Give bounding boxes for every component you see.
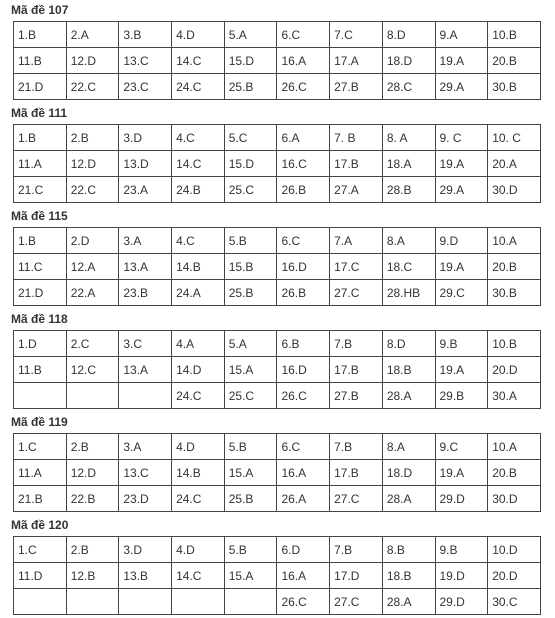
answer-cell: 28.A <box>382 486 435 512</box>
answer-cell: 21.B <box>14 486 67 512</box>
answer-cell: 29.C <box>435 280 488 306</box>
answer-cell: 4.A <box>172 331 225 357</box>
table-row <box>14 589 541 615</box>
answer-cell: 17.B <box>330 357 383 383</box>
answer-cell: 5.B <box>224 537 277 563</box>
answer-cell: 11.A <box>14 460 67 486</box>
answer-cell: 3.A <box>119 228 172 254</box>
answer-cell: 8.A <box>382 434 435 460</box>
answer-cell: 13.D <box>119 151 172 177</box>
answer-cell: 7.B <box>330 434 383 460</box>
answer-cell: 13.A <box>119 357 172 383</box>
answer-cell: 17.B <box>330 151 383 177</box>
answer-cell: 30.B <box>488 74 541 100</box>
answer-cell: 1.C <box>14 434 67 460</box>
answer-cell: 22.A <box>66 280 119 306</box>
answer-cell: 28.A <box>382 589 435 615</box>
section-title: Mã đề 120 <box>11 518 69 532</box>
answer-cell: 17.C <box>330 254 383 280</box>
table-row <box>14 460 541 486</box>
answer-cell: 18.B <box>382 357 435 383</box>
answer-cell: 25.B <box>224 74 277 100</box>
section-title: Mã đề 118 <box>11 312 68 326</box>
answer-cell: 8.D <box>382 22 435 48</box>
answer-cell: 2.A <box>66 22 119 48</box>
answer-cell: 15.D <box>224 151 277 177</box>
answer-cell: 2.B <box>66 125 119 151</box>
answer-cell: 22.B <box>66 486 119 512</box>
answer-cell: 20.D <box>488 563 541 589</box>
answer-cell: 19.D <box>435 563 488 589</box>
answer-cell: 24.C <box>172 383 225 409</box>
answer-cell: 29.A <box>435 177 488 203</box>
answer-cell <box>66 383 119 409</box>
answer-cell: 16.A <box>277 460 330 486</box>
answer-cell: 10. C <box>488 125 541 151</box>
answer-cell: 13.C <box>119 48 172 74</box>
table-row <box>14 331 541 357</box>
answer-cell: 27.B <box>330 74 383 100</box>
answer-cell: 16.A <box>277 48 330 74</box>
answer-cell: 10.B <box>488 22 541 48</box>
answer-cell: 20.B <box>488 460 541 486</box>
answer-cell: 27.C <box>330 280 383 306</box>
answer-cell: 7.C <box>330 22 383 48</box>
answer-cell: 10.A <box>488 228 541 254</box>
answer-cell: 19.A <box>435 357 488 383</box>
answer-cell: 5.B <box>224 228 277 254</box>
answer-cell: 17.D <box>330 563 383 589</box>
answer-cell: 28.A <box>382 383 435 409</box>
answer-cell: 17.A <box>330 48 383 74</box>
answer-cell <box>119 589 172 615</box>
answer-cell: 3.C <box>119 331 172 357</box>
answer-cell: 9.B <box>435 537 488 563</box>
answer-cell: 11.B <box>14 48 67 74</box>
answer-cell: 6.C <box>277 228 330 254</box>
answer-cell: 8.B <box>382 537 435 563</box>
answer-section <box>0 412 555 512</box>
answer-cell: 9. C <box>435 125 488 151</box>
answer-cell: 12.B <box>66 563 119 589</box>
answer-cell: 19.A <box>435 48 488 74</box>
answer-cell: 29.D <box>435 589 488 615</box>
table-row <box>14 74 541 100</box>
answer-cell: 8. A <box>382 125 435 151</box>
answer-cell: 3.D <box>119 537 172 563</box>
table-row <box>14 563 541 589</box>
answer-cell: 27.C <box>330 486 383 512</box>
answer-cell: 14.C <box>172 563 225 589</box>
answer-cell: 11.B <box>14 357 67 383</box>
answer-cell: 5.B <box>224 434 277 460</box>
answer-cell: 19.A <box>435 460 488 486</box>
answer-cell: 2.C <box>66 331 119 357</box>
table-row <box>14 125 541 151</box>
answer-cell: 14.C <box>172 151 225 177</box>
answer-table <box>13 536 541 615</box>
answer-cell: 5.A <box>224 22 277 48</box>
answer-cell: 14.D <box>172 357 225 383</box>
answer-section <box>0 309 555 409</box>
answer-cell <box>14 383 67 409</box>
answer-cell: 10.B <box>488 331 541 357</box>
answer-cell: 2.D <box>66 228 119 254</box>
answer-cell: 2.B <box>66 434 119 460</box>
answer-table <box>13 124 541 203</box>
answer-cell: 26.C <box>277 383 330 409</box>
answer-cell: 9.B <box>435 331 488 357</box>
answer-cell: 28.B <box>382 177 435 203</box>
table-row <box>14 228 541 254</box>
answer-table <box>13 227 541 306</box>
table-row <box>14 22 541 48</box>
table-row <box>14 280 541 306</box>
answer-cell: 12.D <box>66 460 119 486</box>
table-row <box>14 177 541 203</box>
table-row <box>14 48 541 74</box>
answer-table <box>13 433 541 512</box>
answer-cell: 30.B <box>488 280 541 306</box>
answer-cell: 29.A <box>435 74 488 100</box>
answer-cell: 26.A <box>277 486 330 512</box>
answer-cell <box>172 589 225 615</box>
answer-cell: 21.D <box>14 280 67 306</box>
answer-cell <box>66 589 119 615</box>
table-row <box>14 151 541 177</box>
answer-cell: 4.C <box>172 228 225 254</box>
answer-cell: 12.A <box>66 254 119 280</box>
answer-cell: 30.D <box>488 177 541 203</box>
answer-cell: 19.A <box>435 151 488 177</box>
answer-section <box>0 515 555 615</box>
answer-table <box>13 21 541 100</box>
answer-cell: 26.C <box>277 74 330 100</box>
answer-cell: 23.B <box>119 280 172 306</box>
answer-cell: 12.D <box>66 151 119 177</box>
answer-cell: 10.A <box>488 434 541 460</box>
answer-cell: 29.D <box>435 486 488 512</box>
answer-cell: 24.A <box>172 280 225 306</box>
answer-cell: 6.A <box>277 125 330 151</box>
answer-cell: 26.B <box>277 280 330 306</box>
answer-cell: 16.D <box>277 357 330 383</box>
section-title: Mã đề 107 <box>11 3 69 17</box>
answer-cell: 25.B <box>224 486 277 512</box>
answer-cell: 21.D <box>14 74 67 100</box>
answer-cell: 3.A <box>119 434 172 460</box>
answer-cell: 10.D <box>488 537 541 563</box>
answer-cell: 7.A <box>330 228 383 254</box>
answer-cell: 3.D <box>119 125 172 151</box>
answer-cell: 6.B <box>277 331 330 357</box>
answer-cell: 13.C <box>119 460 172 486</box>
answer-cell: 9.D <box>435 228 488 254</box>
answer-cell: 27.B <box>330 383 383 409</box>
answer-cell: 15.A <box>224 460 277 486</box>
answer-cell: 2.B <box>66 537 119 563</box>
answer-cell: 23.D <box>119 486 172 512</box>
section-title: Mã đề 111 <box>11 106 68 120</box>
answer-cell: 18.D <box>382 48 435 74</box>
answer-cell: 29.B <box>435 383 488 409</box>
answer-cell: 20.A <box>488 151 541 177</box>
answer-section <box>0 206 555 306</box>
answer-cell: 22.C <box>66 74 119 100</box>
answer-cell: 13.B <box>119 563 172 589</box>
answer-cell: 1.B <box>14 22 67 48</box>
answer-cell <box>119 383 172 409</box>
answer-cell: 1.D <box>14 331 67 357</box>
answer-cell: 20.B <box>488 48 541 74</box>
answer-cell: 23.A <box>119 177 172 203</box>
answer-cell: 18.C <box>382 254 435 280</box>
answer-cell: 18.B <box>382 563 435 589</box>
answer-cell: 25.B <box>224 280 277 306</box>
answer-cell: 15.A <box>224 563 277 589</box>
answer-cell: 6.C <box>277 434 330 460</box>
answer-cell: 15.A <box>224 357 277 383</box>
answer-cell: 17.B <box>330 460 383 486</box>
section-title: Mã đề 119 <box>11 415 68 429</box>
answer-cell: 25.C <box>224 383 277 409</box>
table-row <box>14 486 541 512</box>
answer-cell: 1.C <box>14 537 67 563</box>
answer-cell: 12.D <box>66 48 119 74</box>
answer-cell: 1.B <box>14 125 67 151</box>
answer-cell: 16.C <box>277 151 330 177</box>
answer-cell: 5.A <box>224 331 277 357</box>
answer-cell: 9.C <box>435 434 488 460</box>
answer-cell: 20.B <box>488 254 541 280</box>
answer-cell: 7.B <box>330 331 383 357</box>
answer-cell: 22.C <box>66 177 119 203</box>
answer-cell: 16.A <box>277 563 330 589</box>
answer-cell: 4.C <box>172 125 225 151</box>
answer-cell: 21.C <box>14 177 67 203</box>
answer-table <box>13 330 541 409</box>
answer-cell: 12.C <box>66 357 119 383</box>
answer-cell: 15.B <box>224 254 277 280</box>
answer-section <box>0 0 555 100</box>
answer-cell: 6.D <box>277 537 330 563</box>
answer-cell: 20.D <box>488 357 541 383</box>
answer-section <box>0 103 555 203</box>
answer-cell <box>14 589 67 615</box>
answer-cell: 27.C <box>330 589 383 615</box>
answer-cell: 4.D <box>172 537 225 563</box>
answer-cell: 24.C <box>172 486 225 512</box>
answer-cell: 18.D <box>382 460 435 486</box>
answer-cell: 30.D <box>488 486 541 512</box>
answer-cell: 30.A <box>488 383 541 409</box>
table-row <box>14 434 541 460</box>
answer-cell: 9.A <box>435 22 488 48</box>
answer-cell: 16.D <box>277 254 330 280</box>
answer-cell: 11.C <box>14 254 67 280</box>
table-row <box>14 357 541 383</box>
answer-cell: 24.B <box>172 177 225 203</box>
answer-cell: 24.C <box>172 74 225 100</box>
answer-cell: 11.A <box>14 151 67 177</box>
answer-cell: 27.A <box>330 177 383 203</box>
answer-cell: 14.C <box>172 48 225 74</box>
answer-cell: 7.B <box>330 537 383 563</box>
answer-cell: 25.C <box>224 177 277 203</box>
answer-cell: 14.B <box>172 460 225 486</box>
answer-cell: 3.B <box>119 22 172 48</box>
answer-cell: 1.B <box>14 228 67 254</box>
table-row <box>14 383 541 409</box>
answer-cell: 11.D <box>14 563 67 589</box>
answer-cell: 14.B <box>172 254 225 280</box>
answer-cell: 19.A <box>435 254 488 280</box>
table-row <box>14 254 541 280</box>
answer-cell: 15.D <box>224 48 277 74</box>
answer-cell: 8.D <box>382 331 435 357</box>
answer-cell: 13.A <box>119 254 172 280</box>
table-row <box>14 537 541 563</box>
answer-cell: 28.C <box>382 74 435 100</box>
answer-cell: 28.HB <box>382 280 435 306</box>
answer-cell: 30.C <box>488 589 541 615</box>
answer-cell: 23.C <box>119 74 172 100</box>
answer-cell: 18.A <box>382 151 435 177</box>
answer-cell: 4.D <box>172 434 225 460</box>
section-title: Mã đề 115 <box>11 209 68 223</box>
answer-cell: 26.C <box>277 589 330 615</box>
answer-cell: 5.C <box>224 125 277 151</box>
answer-cell: 8.A <box>382 228 435 254</box>
answer-cell: 7. B <box>330 125 383 151</box>
answer-cell: 6.C <box>277 22 330 48</box>
answer-cell: 4.D <box>172 22 225 48</box>
answer-cell <box>224 589 277 615</box>
answer-cell: 26.B <box>277 177 330 203</box>
